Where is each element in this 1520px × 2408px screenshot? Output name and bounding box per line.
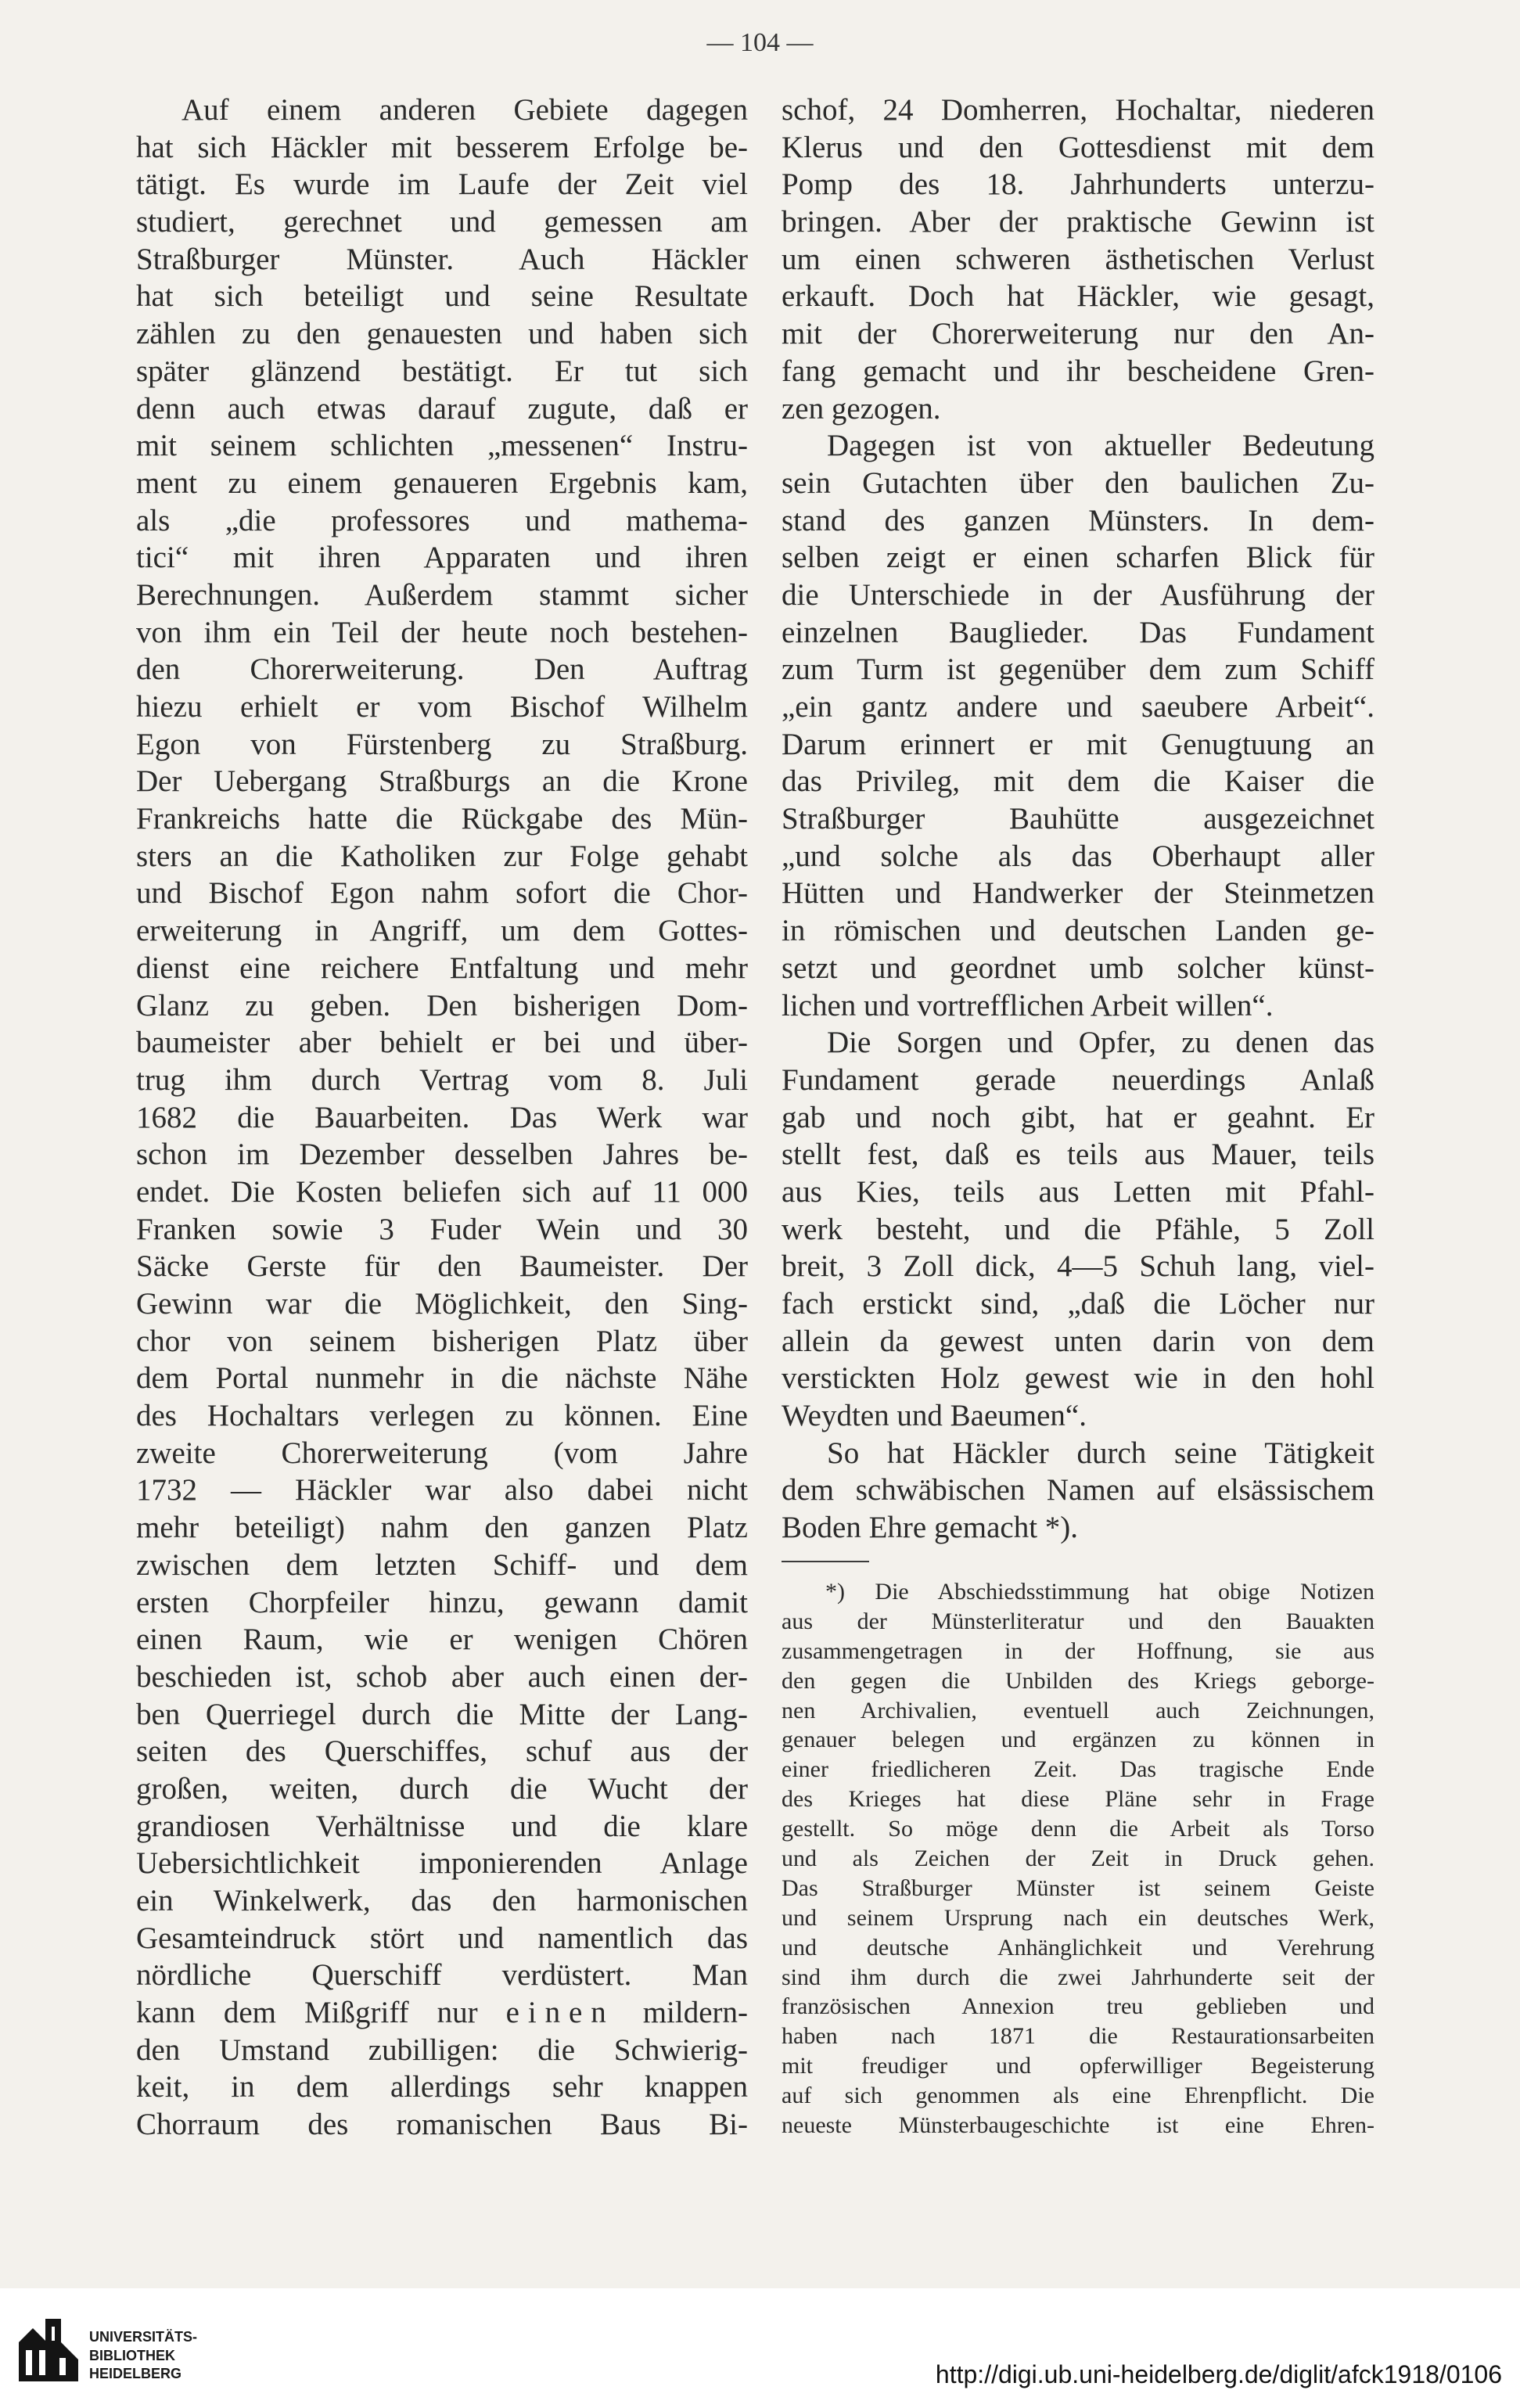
text-line: einen Raum, wie er wenigen Chören (136, 1623, 748, 1657)
text-line: breit, 3 Zoll dick, 4—5 Schuh lang, viel- (782, 1249, 1374, 1284)
text-line: hiezu erhielt er vom Bischof Wilhelm (136, 690, 748, 724)
text-line: denn auch etwas darauf zugute, daß er (136, 391, 748, 426)
paragraph (782, 1577, 1374, 2140)
text-line: als „die professores und mathema- (136, 503, 748, 537)
text-line: des Hochaltars verlegen zu können. Eine (136, 1399, 748, 1433)
text-line: setzt und geordnet umb solcher künst- (782, 951, 1374, 985)
text-line: ein Winkelwerk, das den harmonischen (136, 1884, 748, 1917)
text-line: verstickten Holz gewest wie in den hohl (782, 1361, 1374, 1396)
text-line: großen, weiten, durch die Wucht der (136, 1771, 748, 1806)
footnote-line: des Krieges hat diese Pläne sehr in Frage (782, 1786, 1374, 1813)
text-line: dem Portal nunmehr in die nächste Nähe (136, 1361, 748, 1396)
text-line: einzelnen Bauglieder. Das Fundament (782, 615, 1374, 649)
footnote-line: genauer belegen und ergänzen zu können in (782, 1727, 1374, 1753)
paragraph (782, 427, 1374, 1024)
text-line: schof, 24 Domherren, Hochaltar, niederen (782, 93, 1374, 127)
footnote-line: auf sich genommen als eine Ehrenpflicht. Die (782, 2083, 1374, 2109)
library-name-line: HEIDELBERG (89, 2366, 182, 2381)
text-line: Gewinn war die Möglichkeit, den Sing- (136, 1287, 748, 1321)
text-line: „und solche als das Oberhaupt aller (782, 839, 1374, 873)
text-line: Straßburger Bauhütte ausgezeichnet (782, 802, 1374, 836)
paragraph (782, 1024, 1374, 1435)
footnote-line: *) Die Abschiedsstimmung hat obige Notizen (825, 1579, 1374, 1605)
text-line: Die Sorgen und Opfer, zu denen das (827, 1026, 1374, 1060)
text-line: Boden Ehre gemacht *). (782, 1511, 1079, 1545)
text-line: zen gezogen. (782, 391, 941, 426)
footnote-line: aus der Münsterliteratur und den Bauakten (782, 1608, 1374, 1634)
text-line: Glanz zu geben. Den bisherigen Dom- (136, 988, 748, 1023)
text-line: selben zeigt er einen scharfen Blick für (782, 541, 1374, 575)
text-line: Franken sowie 3 Fuder Wein und 30 (136, 1212, 748, 1246)
text-line: tici“ mit ihren Apparaten und ihren (136, 541, 748, 575)
footnote-separator (782, 1561, 869, 1562)
text-line: sein Gutachten über den baulichen Zu- (782, 465, 1374, 500)
text-line: sters an die Katholiken zur Folge gehabt (136, 839, 748, 873)
text-line: fach erstickt sind, „daß die Löcher nur (782, 1287, 1374, 1321)
text-line: Darum erinnert er mit Genugtuung an (782, 727, 1374, 761)
footnote-line: den gegen die Unbilden des Kriegs geborge- (782, 1667, 1374, 1694)
library-name (89, 2328, 197, 2384)
text-line: Klerus und den Gottesdienst mit dem (782, 130, 1374, 164)
text-line: lichen und vortrefflichen Arbeit willen“. (782, 988, 1274, 1023)
right-text-column (782, 92, 1374, 1547)
footnote-line: mit freudiger und opferwilliger Begeisterung (782, 2053, 1374, 2079)
page-number: — 104 — (706, 28, 814, 57)
text-line: ersten Chorpfeiler hinzu, gewann damit (136, 1585, 748, 1619)
text-line: zählen zu den genauesten und haben sich (136, 317, 748, 351)
text-line: Egon von Fürstenberg zu Straßburg. (136, 727, 748, 761)
text-line: werk besteht, und die Pfähle, 5 Zoll (782, 1212, 1374, 1246)
left-text-column (136, 92, 748, 2144)
text-line: Frankreichs hatte die Rückgabe des Mün- (136, 802, 748, 836)
text-line: Hütten und Handwerker der Steinmetzen (782, 876, 1374, 911)
text-line: trug ihm durch Vertrag vom 8. Juli (136, 1062, 748, 1097)
footnote-line: und deutsche Anhänglichkeit und Verehrung (782, 1934, 1374, 1961)
text-line: Der Uebergang Straßburgs an die Krone (136, 764, 748, 799)
footnote-line: gestellt. So möge denn die Arbeit als Torso (782, 1816, 1374, 1842)
text-line: Uebersichtlichkeit imponierenden Anlage (136, 1846, 748, 1881)
text-line: Auf einem anderen Gebiete dagegen (181, 93, 748, 127)
text-line: Dagegen ist von aktueller Bedeutung (827, 429, 1374, 463)
text-line: nördliche Querschiff verdüstert. Man (136, 1958, 748, 1993)
text-line: baumeister aber behielt er bei und über- (136, 1026, 748, 1060)
text-line: gab und noch gibt, hat er geahnt. Er (782, 1100, 1374, 1134)
text-line: Säcke Gerste für den Baumeister. Der (136, 1249, 748, 1284)
text-line: seiten des Querschiffes, schuf aus der (136, 1734, 748, 1769)
emphasized-word: einen (505, 1996, 615, 2030)
text-line: So hat Häckler durch seine Tätigkeit (827, 1436, 1374, 1470)
footnote-line: französischen Annexion treu geblieben und (782, 1993, 1374, 2020)
footnote-line: neueste Münsterbaugeschichte ist eine Ehren- (782, 2112, 1374, 2139)
text-line: Straßburger Münster. Auch Häckler (136, 242, 748, 276)
text-line: den Umstand zubilligen: die Schwierig- (136, 2032, 748, 2067)
footnote (782, 1577, 1374, 2140)
text-line: grandiosen Verhältnisse und die klare (136, 1809, 748, 1843)
text-line: mit seinem schlichten „messenen“ Instru- (136, 429, 748, 463)
text-line: Chorraum des romanischen Baus Bi- (136, 2108, 748, 2142)
text-line: um einen schweren ästhetischen Verlust (782, 242, 1374, 276)
library-name-line: UNIVERSITÄTS- (89, 2329, 198, 2345)
text-line: Weydten und Baeumen“. (782, 1399, 1087, 1433)
text-line: das Privileg, mit dem die Kaiser die (782, 764, 1374, 799)
text-line: fang gemacht und ihr bescheidene Gren- (782, 354, 1374, 388)
text-line: chor von seinem bisherigen Platz über (136, 1324, 748, 1358)
text-line: stellt fest, daß es teils aus Mauer, teils (782, 1138, 1374, 1172)
text-line: allein da gewest unten darin von dem (782, 1324, 1374, 1358)
text-line: erweiterung in Angriff, um dem Gottes- (136, 914, 748, 948)
text-line (136, 1994, 748, 2032)
text-line: Pomp des 18. Jahrhunderts unterzu- (782, 167, 1374, 202)
text-line: von ihm ein Teil der heute noch bestehen- (136, 615, 748, 649)
text-line: hat sich beteiligt und seine Resultate (136, 279, 748, 314)
text-line: zum Turm ist gegenüber dem zum Schiff (782, 652, 1374, 687)
text-line: beschieden ist, schob aber auch einen der- (136, 1659, 748, 1694)
paragraph (782, 92, 1374, 427)
text-line: hat sich Häckler mit besserem Erfolge be- (136, 130, 748, 164)
footnote-line: sind ihm durch die zwei Jahrhunderte seit der (782, 1964, 1374, 1990)
text-line: Gesamteindruck stört und namentlich das (136, 1921, 748, 1955)
university-library-logo-icon (16, 2316, 81, 2385)
text-line: „ein gantz andere und saeubere Arbeit“. (782, 690, 1374, 724)
text-line: zwischen dem letzten Schiff- und dem (136, 1547, 748, 1582)
text-line: keit, in dem allerdings sehr knappen (136, 2070, 748, 2104)
text-line: Berechnungen. Außerdem stammt sicher (136, 577, 748, 612)
footnote-line: nen Archivalien, eventuell auch Zeichnungen, (782, 1697, 1374, 1723)
footnote-line: zusammengetragen in der Hoffnung, sie aus (782, 1637, 1374, 1664)
text-line: aus Kies, teils aus Letten mit Pfahl- (782, 1174, 1374, 1209)
text-segment: kann dem Mißgriff nur (136, 1996, 506, 2030)
text-line: dienst eine reichere Entfaltung und mehr (136, 951, 748, 985)
text-line: erkauft. Doch hat Häckler, wie gesagt, (782, 279, 1374, 314)
text-line: 1732 — Häckler war also dabei nicht (136, 1473, 748, 1508)
text-line: 1682 die Bauarbeiten. Das Werk war (136, 1100, 748, 1134)
text-line: in römischen und deutschen Landen ge- (782, 914, 1374, 948)
text-line: schon im Dezember desselben Jahres be- (136, 1138, 748, 1172)
text-line: mehr beteiligt) nahm den ganzen Platz (136, 1511, 748, 1545)
paragraph (136, 92, 748, 2144)
footnote-line: Das Straßburger Münster ist seinem Geiste (782, 1874, 1374, 1901)
text-line: studiert, gerechnet und gemessen am (136, 205, 748, 239)
footnote-line: und als Zeichen der Zeit in Druck gehen. (782, 1846, 1374, 1872)
text-line: und Bischof Egon nahm sofort die Chor- (136, 876, 748, 911)
text-line: den Chorerweiterung. Den Auftrag (136, 652, 748, 687)
text-line: dem schwäbischen Namen auf elsässischem (782, 1473, 1374, 1508)
text-line: mit der Chorerweiterung nur den An- (782, 317, 1374, 351)
text-line: endet. Die Kosten beliefen sich auf 11 000 (136, 1174, 748, 1209)
text-line: bringen. Aber der praktische Gewinn ist (782, 205, 1374, 239)
footnote-line: haben nach 1871 die Restaurationsarbeiten (782, 2023, 1374, 2050)
text-line: zweite Chorerweiterung (vom Jahre (136, 1436, 748, 1470)
paragraph (782, 1435, 1374, 1547)
text-line: tätigt. Es wurde im Laufe der Zeit viel (136, 167, 748, 202)
footnote-line: einer friedlicheren Zeit. Das tragische Ende (782, 1756, 1374, 1783)
text-line: stand des ganzen Münsters. In dem- (782, 503, 1374, 537)
text-line: Fundament gerade neuerdings Anlaß (782, 1062, 1374, 1097)
library-name-line: BIBLIOTHEK (89, 2347, 175, 2363)
text-line: die Unterschiede in der Ausführung der (782, 577, 1374, 612)
text-line: später glänzend bestätigt. Er tut sich (136, 354, 748, 388)
text-segment: mildern- (614, 1996, 748, 2030)
text-line: ben Querriegel durch die Mitte der Lang- (136, 1697, 748, 1731)
text-line: ment zu einem genaueren Ergebnis kam, (136, 465, 748, 500)
document-url-link[interactable]: http://digi.ub.uni-heidelberg.de/diglit/afck1918/0106 (935, 2360, 1502, 2388)
footnote-line: und seinem Ursprung nach ein deutsches Werk, (782, 1904, 1374, 1931)
